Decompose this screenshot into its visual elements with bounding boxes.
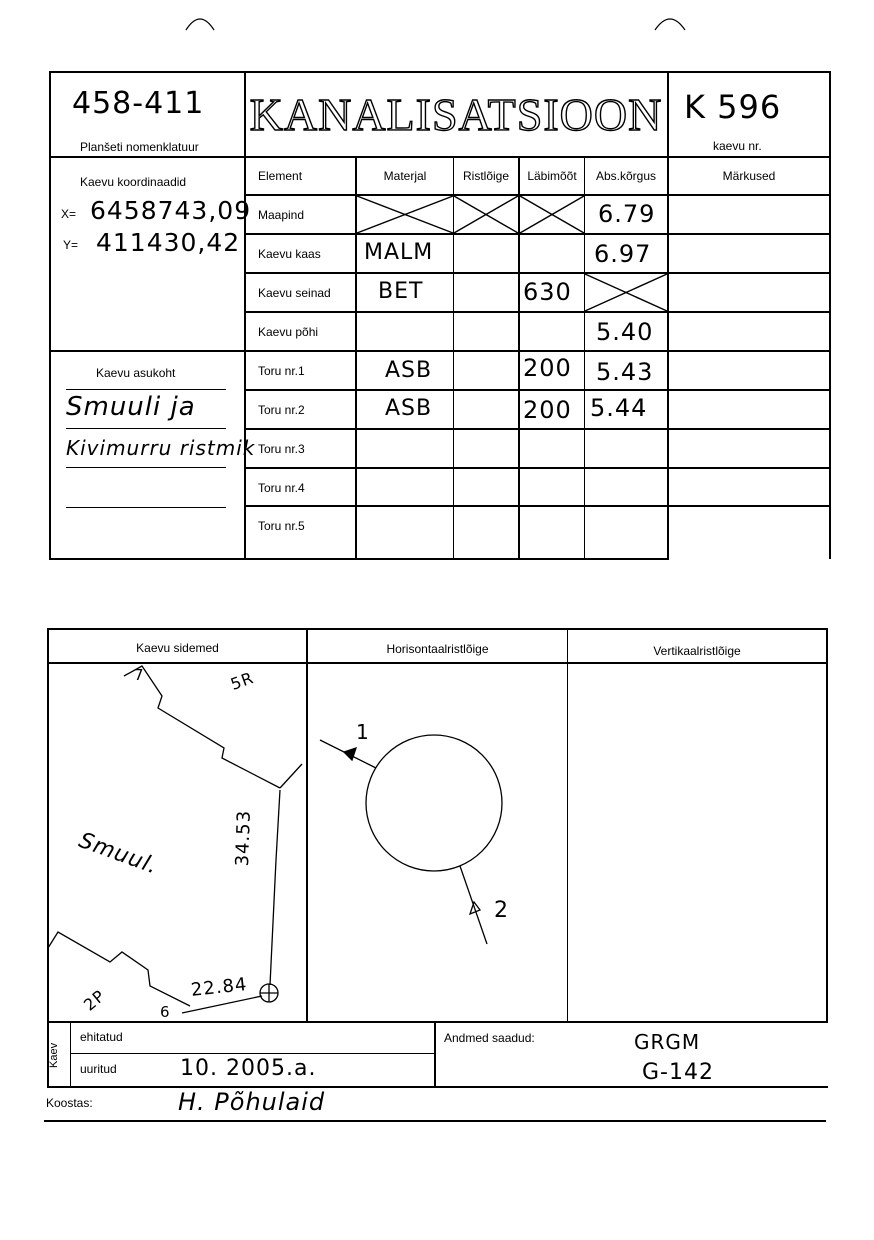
row-label-well-cover: Kaevu kaas <box>258 247 321 261</box>
pipe-1-marker: 1 <box>356 720 370 744</box>
sheet-nomenclature-value: 458-411 <box>72 86 205 121</box>
data-from-label: Andmed saadud: <box>444 1031 535 1045</box>
coordinates-label: Kaevu koordinaadid <box>80 175 187 189</box>
data-from-line-2: G-142 <box>642 1060 714 1085</box>
surveyed-label: uuritud <box>80 1062 117 1076</box>
compiled-label: Koostas: <box>46 1096 93 1110</box>
pipe-1-abs-height: 5.43 <box>596 358 654 386</box>
corner-label-bottom: 2P <box>80 985 109 1015</box>
row-label-pipe-1: Toru nr.1 <box>258 364 305 378</box>
dimension-horizontal: 22.84 <box>190 974 249 1001</box>
well-number-value: K 596 <box>684 88 782 126</box>
row-label-ground: Maapind <box>258 208 305 222</box>
row-label-pipe-3: Toru nr.3 <box>258 442 305 456</box>
page-title: KANALISATSIOON <box>249 89 663 140</box>
column-header-material: Materjal <box>383 169 427 183</box>
column-header-diameter: Läbimõõt <box>527 169 577 183</box>
well-number-label: kaevu nr. <box>713 139 762 153</box>
row-label-pipe-2: Toru nr.2 <box>258 403 305 417</box>
row-label-pipe-5: Toru nr.5 <box>258 519 305 533</box>
location-label: Kaevu asukoht <box>96 366 176 380</box>
section-title-horizontal: Horisontaalristlõige <box>386 642 489 656</box>
cover-material: MALM <box>364 240 434 265</box>
y-prefix: Y= <box>63 238 79 252</box>
corner-label-top: 5R <box>228 668 257 694</box>
walls-diameter: 630 <box>523 278 572 306</box>
section-title-vertical: Vertikaalristlõige <box>653 644 741 658</box>
data-from-line-1: GRGM <box>634 1030 701 1054</box>
pipe-2-marker: 2 <box>494 898 509 923</box>
bottom-abs-height: 5.40 <box>596 318 654 346</box>
built-label: ehitatud <box>80 1030 123 1044</box>
x-coordinate-value: 6458743,09 <box>90 196 252 225</box>
corner-label-bottom-num: 6 <box>160 1003 171 1021</box>
sheet-nomenclature-label: Planšeti nomenklatuur <box>80 140 199 154</box>
column-header-cross-section: Ristlõige <box>462 169 510 183</box>
cover-abs-height: 6.97 <box>594 240 652 268</box>
walls-material: BET <box>378 279 424 304</box>
corner-label-top-left: 7 <box>134 666 145 684</box>
punch-holes <box>0 0 874 60</box>
surveyed-value: 10. 2005.a. <box>180 1056 317 1081</box>
ground-abs-height: 6.79 <box>598 200 656 228</box>
pipe-1-material: ASB <box>385 358 433 383</box>
compiled-value: H. Põhulaid <box>178 1088 326 1116</box>
column-header-element: Element <box>258 169 303 183</box>
street-label: Smuul. <box>75 828 162 880</box>
location-line-2: Kivimurru ristmik <box>66 436 256 460</box>
pipe-2-diameter: 200 <box>523 396 572 424</box>
dimension-vertical: 34.53 <box>232 809 255 867</box>
x-prefix: X= <box>61 207 77 221</box>
footer-side-label: Kaev <box>48 1042 60 1068</box>
row-label-well-walls: Kaevu seinad <box>258 286 331 300</box>
section-title-connections: Kaevu sidemed <box>136 641 219 655</box>
column-header-abs-height: Abs.kõrgus <box>595 169 657 183</box>
row-label-well-bottom: Kaevu põhi <box>258 325 319 339</box>
pipe-2-abs-height: 5.44 <box>590 394 648 422</box>
column-header-notes: Märkused <box>722 169 776 183</box>
location-line-1: Smuuli ja <box>66 392 196 422</box>
y-coordinate-value: 411430,42 <box>96 228 241 257</box>
pipe-2-material: ASB <box>385 396 433 421</box>
row-label-pipe-4: Toru nr.4 <box>258 481 305 495</box>
pipe-1-diameter: 200 <box>523 354 572 382</box>
